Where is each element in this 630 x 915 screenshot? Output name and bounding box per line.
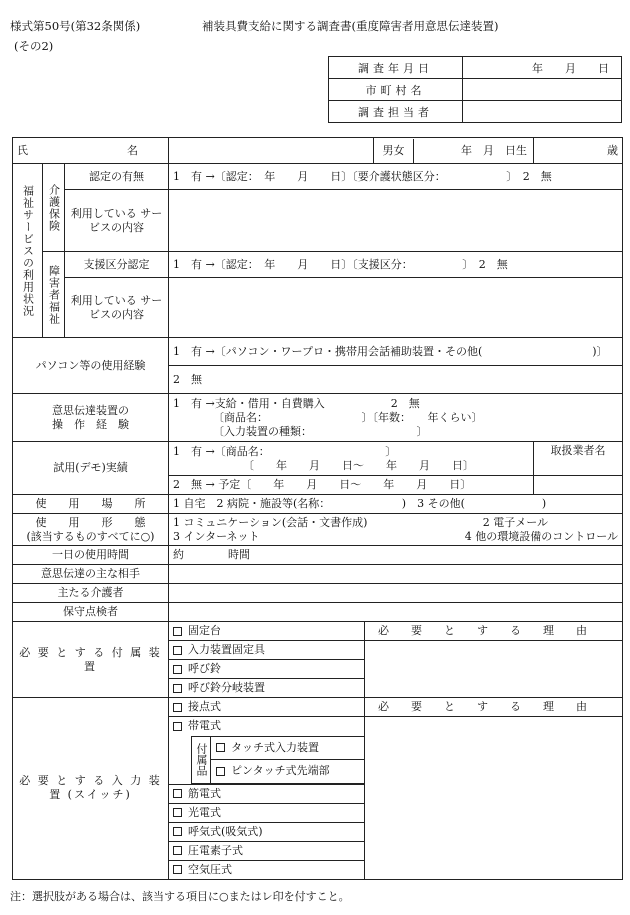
device-experience-label: 意思伝達装置の 操 作 経 験	[13, 394, 169, 442]
kaigo-label: 介護保険	[43, 164, 65, 252]
input-device-item[interactable]: 光電式	[169, 803, 365, 822]
municipality-label: 市町村名	[329, 79, 463, 101]
name-label: 氏 名	[13, 138, 169, 164]
accessory-item[interactable]: 入力装置固定具	[169, 641, 365, 660]
age-label[interactable]: 歳	[534, 138, 623, 164]
checkbox[interactable]	[216, 767, 225, 776]
form-number: 様式第50号(第32条関係)	[10, 19, 141, 33]
certification-label: 認定の有無	[65, 164, 169, 190]
input-device-item[interactable]: 呼気式(吸気式)	[169, 822, 365, 841]
usage-place-field[interactable]: 1 自宅 2 病院・施設等(名称： ) 3 その他( )	[169, 495, 623, 514]
disability-services-field[interactable]	[169, 278, 623, 338]
partner-field[interactable]	[169, 565, 623, 584]
checkbox[interactable]	[173, 703, 182, 712]
trial-label: 試用(デモ)実績	[13, 442, 169, 495]
caregiver-label: 主たる介護者	[13, 584, 169, 603]
inspector-field[interactable]	[169, 603, 623, 622]
input-reason-label: 必要とする理由	[365, 698, 623, 717]
survey-person-label: 調査担当者	[329, 101, 463, 123]
certification-field[interactable]: 1 有 →〔認定： 年 月 日〕〔要介護状態区分： 〕 2 無	[169, 164, 623, 190]
survey-person-field[interactable]	[463, 101, 622, 123]
vendor-label: 取扱業者名	[534, 442, 623, 476]
accessory-item[interactable]: 呼び鈴分岐装置	[169, 679, 365, 698]
support-category-label: 支援区分認定	[65, 252, 169, 278]
name-field[interactable]	[169, 138, 374, 164]
caregiver-field[interactable]	[169, 584, 623, 603]
input-device-item[interactable]: 筋電式	[169, 784, 365, 803]
survey-date-label: 調査年月日	[329, 57, 463, 79]
support-category-field[interactable]: 1 有 →〔認定： 年 月 日〕〔支援区分： 〕 2 無	[169, 252, 623, 278]
checkbox[interactable]	[216, 743, 225, 752]
input-reason-field[interactable]	[365, 717, 623, 880]
device-experience-field[interactable]: 1 有 →支給・借用・自費購入 2 無 〔商品名： 〕〔年数： 年くらい〕 〔入力装置の種類： 〕	[169, 394, 623, 442]
checkbox[interactable]	[173, 808, 182, 817]
daily-usage-label: 一日の使用時間	[13, 546, 169, 565]
checkbox[interactable]	[173, 827, 182, 836]
accessories-reason-label: 必要とする理由	[365, 622, 623, 641]
usage-form-field[interactable]: 1 コミュニケーション(会話・文書作成) 2 電子メール 3 インターネット 4 他の環境設備のコントロール	[169, 514, 623, 546]
inspector-label: 保守点検者	[13, 603, 169, 622]
accessories-reason-field[interactable]	[365, 641, 623, 698]
vendor-field[interactable]	[534, 476, 623, 495]
checkbox[interactable]	[173, 684, 182, 693]
accessory-item[interactable]: 呼び鈴	[169, 660, 365, 679]
kaigo-services-field[interactable]	[169, 190, 623, 252]
usage-form-label: 使 用 形 態 (該当するものすべてに○)	[13, 514, 169, 546]
birth-date-label[interactable]: 年 月 日生	[461, 143, 528, 157]
input-device-item[interactable]: 帯電式	[169, 717, 365, 736]
checkbox[interactable]	[173, 789, 182, 798]
checkbox[interactable]	[173, 722, 182, 731]
partner-label: 意思伝達の主な相手	[13, 565, 169, 584]
input-device-item[interactable]: 接点式	[169, 698, 365, 717]
checkbox[interactable]	[173, 846, 182, 855]
municipality-field[interactable]	[463, 79, 622, 101]
disability-welfare-label: 障害者福祉	[43, 252, 65, 338]
checkbox[interactable]	[173, 646, 182, 655]
accessory-item[interactable]: 固定台	[169, 622, 365, 641]
disability-services-label: 利用している サービスの内容	[65, 278, 169, 338]
checkbox[interactable]	[173, 865, 182, 874]
checkbox[interactable]	[173, 665, 182, 674]
welfare-section-label: 福祉サービスの利用状況	[13, 164, 43, 338]
main-form-table	[12, 137, 623, 880]
pin-touch-item[interactable]: ピンタッチ式先端部	[211, 760, 364, 784]
checkbox[interactable]	[173, 627, 182, 636]
pc-experience-option-1[interactable]: 1 有 →〔パソコン・ワープロ・携帯用会話補助装置・その他( )〕	[169, 338, 623, 366]
document-title: 補装具費支給に関する調査書(重度障害者用意思伝達装置)	[202, 19, 499, 33]
usage-place-label: 使 用 場 所	[13, 495, 169, 514]
accessories-label: 必 要 と す る 付 属 装 置	[13, 622, 169, 698]
input-device-item[interactable]: 空気圧式	[169, 860, 365, 879]
form-subtitle: (その2)	[14, 39, 54, 53]
kaigo-services-label: 利用している サービスの内容	[65, 190, 169, 252]
gender-label[interactable]: 男女	[374, 139, 414, 163]
survey-date-field[interactable]: 年 月 日	[463, 57, 622, 79]
input-devices-label: 必 要 と す る 入 力 装 置 (スイッチ)	[13, 698, 169, 880]
pc-experience-label: パソコン等の使用経験	[13, 338, 169, 394]
daily-usage-field[interactable]: 約 時間	[169, 546, 623, 565]
trial-yes-field[interactable]: 1 有 →〔商品名： 〕 〔 年 月 日～ 年 月 日〕	[169, 442, 534, 476]
attachments-label: 付属品	[191, 736, 211, 784]
trial-no-field[interactable]: 2 無 → 予定〔 年 月 日～ 年 月 日〕	[169, 476, 534, 495]
survey-info-table	[328, 56, 622, 123]
input-device-item[interactable]: 圧電素子式	[169, 841, 365, 860]
gender-birth-cell	[374, 138, 534, 164]
pc-experience-option-2[interactable]: 2 無	[169, 366, 623, 394]
touch-input-item[interactable]: タッチ式入力装置	[211, 736, 364, 760]
charge-attachments	[169, 736, 365, 785]
footer-note: 注：選択肢がある場合は、該当する項目に○またはレ印を付すこと。	[10, 890, 350, 903]
